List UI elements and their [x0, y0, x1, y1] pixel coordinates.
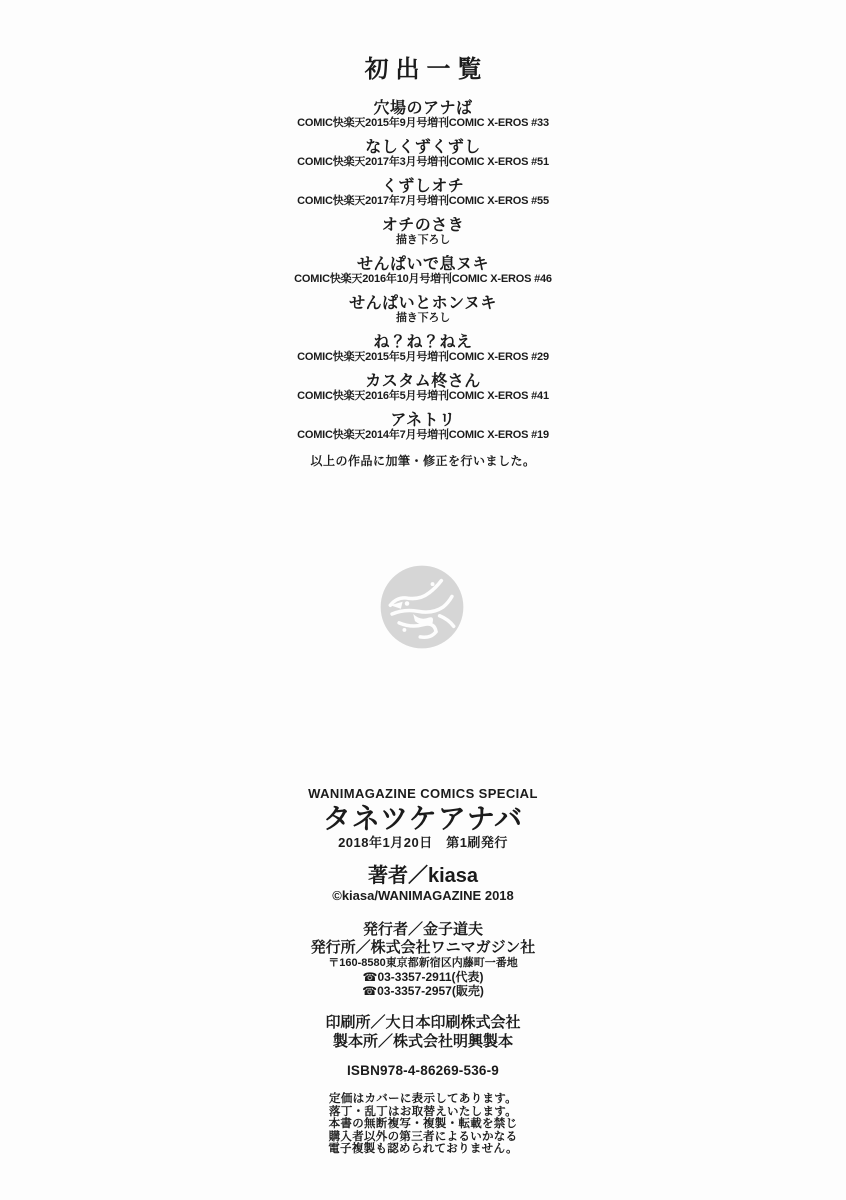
disclaimer-line: 定価はカバーに表示してあります。 [329, 1093, 517, 1105]
work-entry [0, 295, 846, 325]
phone-line-main [0, 970, 846, 984]
disclaimer-line: 購入者以外の第三者によるいかなる [328, 1130, 518, 1143]
first-publication-list [0, 0, 846, 468]
work-entry [0, 256, 846, 286]
disclaimer-line: 本書の無断複写・複製・転載を禁じ [328, 1118, 518, 1131]
work-source: 描き下ろし [396, 312, 450, 324]
publisher-person-line: 発行者／金子道夫 [362, 921, 483, 938]
phone-icon: ☎ [362, 984, 378, 998]
bindery-line: 製本所／株式会社明興製本 [332, 1033, 513, 1050]
work-entry [0, 217, 846, 247]
disclaimer-block [0, 1093, 846, 1156]
work-entry [0, 139, 846, 169]
work-source: COMIC快楽天2016年10月号増刊COMIC X-EROS #46 [294, 273, 552, 285]
isbn: ISBN978-4-86269-536-9 [346, 1063, 500, 1078]
work-title: せんぱいとホンヌキ [349, 295, 497, 312]
publisher-block [0, 921, 846, 998]
work-source: COMIC快楽天2015年9月号増刊COMIC X-EROS #33 [297, 117, 549, 129]
book-title: タネツケアナバ [322, 803, 524, 834]
work-source: COMIC快楽天2014年7月号増刊COMIC X-EROS #19 [297, 429, 549, 441]
imprint-label: WANIMAGAZINE COMICS SPECIAL [308, 786, 538, 801]
work-entry [0, 100, 846, 130]
work-title: なしくずくずし [365, 139, 481, 156]
work-source: 描き下ろし [396, 234, 450, 246]
work-entry [0, 373, 846, 403]
work-title: アネトリ [390, 412, 456, 429]
disclaimer-line: 落丁・乱丁はお取替えいたします。 [329, 1105, 517, 1118]
work-source: COMIC快楽天2017年7月号増刊COMIC X-EROS #55 [297, 195, 549, 207]
work-entry [0, 178, 846, 208]
publisher-company-line: 発行所／株式会社ワニマガジン社 [310, 939, 536, 956]
work-entry [0, 412, 846, 442]
work-title: せんぱいで息ヌキ [356, 256, 489, 273]
work-title: 穴場のアナば [373, 100, 473, 117]
work-title: カスタム柊さん [365, 373, 481, 390]
author-line: 著者／kiasa [367, 865, 479, 887]
work-title: ね？ね？ねえ [373, 334, 473, 351]
work-source: COMIC快楽天2015年5月号増刊COMIC X-EROS #29 [297, 351, 549, 363]
copyright-line: ©kiasa/WANIMAGAZINE 2018 [332, 888, 514, 903]
printer-block [0, 1013, 846, 1051]
address-line: 〒160-8580東京都新宿区内藤町一番地 [328, 957, 518, 969]
disclaimer-line: 電子複製も認められておりません。 [328, 1143, 518, 1156]
work-entry [0, 334, 846, 364]
phone-number-main: 03-3357-2911(代表) [377, 970, 484, 984]
work-source: COMIC快楽天2017年3月号増刊COMIC X-EROS #51 [297, 156, 549, 168]
page-title: 初出一覧 [364, 56, 489, 83]
printer-line: 印刷所／大日本印刷株式会社 [325, 1014, 521, 1031]
revision-note: 以上の作品に加筆・修正を行いました。 [310, 454, 536, 468]
phone-number-sales: 03-3357-2957(販売) [377, 984, 484, 998]
work-source: COMIC快楽天2016年5月号増刊COMIC X-EROS #41 [297, 390, 549, 402]
wanimagazine-crocodile-watermark-icon [378, 563, 466, 651]
phone-line-sales [0, 984, 846, 998]
colophon [0, 786, 846, 1156]
phone-icon: ☎ [362, 970, 378, 984]
work-title: オチのさき [381, 217, 465, 234]
edition-date: 2018年1月20日 第1刷発行 [338, 835, 508, 850]
work-title: くずしオチ [381, 178, 465, 195]
